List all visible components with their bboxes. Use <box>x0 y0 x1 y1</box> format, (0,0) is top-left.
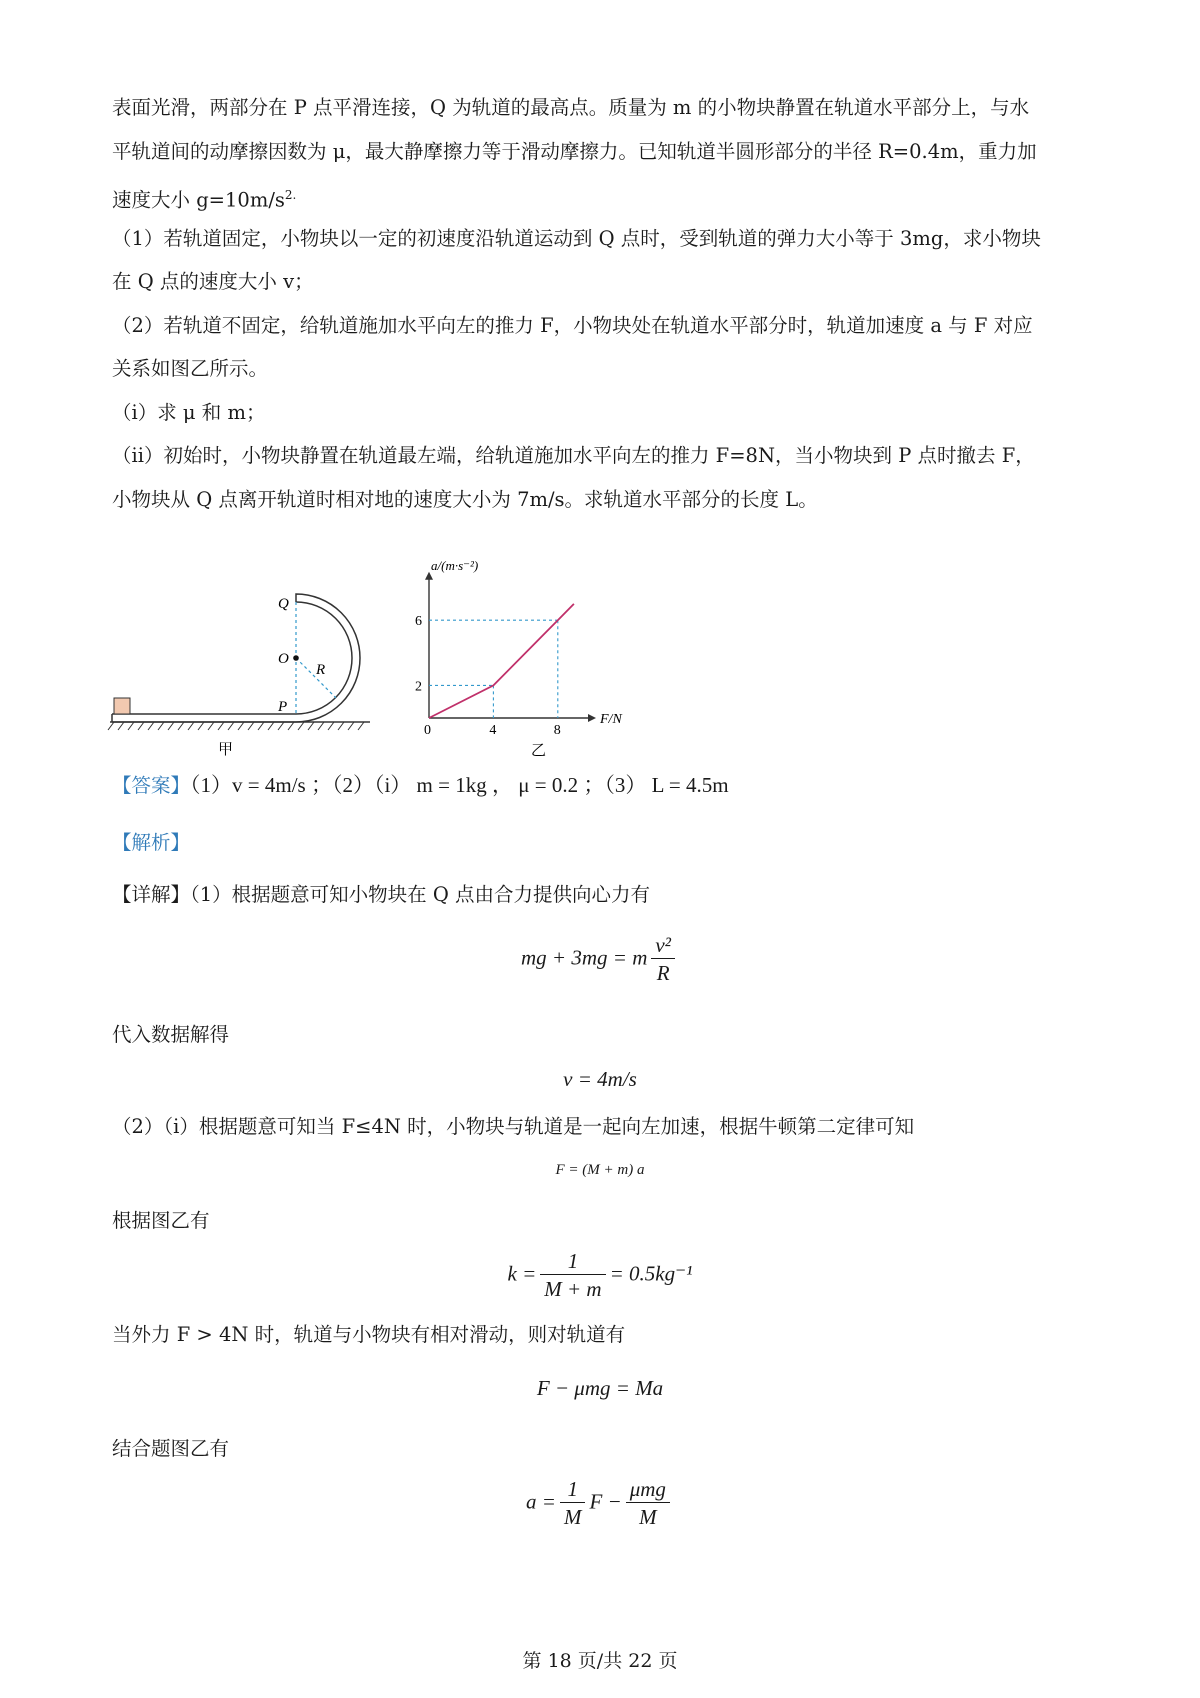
x-tick-label: 8 <box>553 723 561 738</box>
track-diagram <box>100 560 400 760</box>
equation-5: F − μmg = Ma <box>536 1376 664 1400</box>
figure-caption-yi: 乙 <box>531 743 547 759</box>
question-2-ii-line-a: （ii）初始时，小物块静置在轨道最左端，给轨道施加水平向左的推力 F=8N，当小物块到 P 点时撤去 F， <box>112 444 1035 467</box>
x-tick-label: 0 <box>424 723 431 738</box>
y-tick-label: 2 <box>415 679 422 695</box>
x-tick-label: 4 <box>489 723 497 738</box>
analysis-tag: 【解析】 <box>112 831 191 854</box>
equation-3: F = (M + m) a <box>555 1162 645 1178</box>
detail-line-4: 根据图乙有 <box>112 1209 210 1232</box>
question-1-line-a: （1）若轨道固定，小物块以一定的初速度沿轨道运动到 Q 点时，受到轨道的弹力大小等于 3mg，求小物块 <box>112 227 1041 250</box>
a-f-series-line <box>429 604 574 718</box>
label-o: O <box>278 651 289 667</box>
problem-line-2: 平轨道间的动摩擦因数为 μ，最大静摩擦力等于滑动摩擦力。已知轨道半圆形部分的半径 R=0.4m，重力加 <box>112 140 1037 163</box>
center-point <box>293 655 299 661</box>
x-axis-label: F/N <box>600 712 622 727</box>
y-axis-label: a/(m·s⁻²) <box>431 557 479 573</box>
problem-line-1: 表面光滑，两部分在 P 点平滑连接，Q 为轨道的最高点。质量为 m 的小物块静置在轨道水平部分上，与水 <box>112 96 1030 119</box>
label-q: Q <box>278 596 289 612</box>
small-block <box>114 698 130 714</box>
detail-line-6: 结合题图乙有 <box>112 1437 230 1460</box>
equation-1: mg + 3mg = m $\frac{\text{v²}}{R}$ <box>0 932 1200 987</box>
question-2-ii-line-b: 小物块从 Q 点离开轨道时相对地的速度大小为 7m/s。求轨道水平部分的长度 L。 <box>112 488 818 511</box>
detail-line-2: 代入数据解得 <box>112 1023 230 1046</box>
problem-line-3: 速度大小 $g=10m/s^{2.}$ <box>112 188 297 212</box>
question-2-line-a: （2）若轨道不固定，给轨道施加水平向左的推力 F，小物块处在轨道水平部分时，轨道加速度 a 与 F 对应 <box>112 314 1033 337</box>
equation-6: a = $\frac{1}{M}$ F − $\frac{\text{μmg}}{M}$ <box>0 1476 1200 1531</box>
answer-line <box>112 770 729 801</box>
detail-line-3: （2）（i）根据题意可知当 F≤4N 时，小物块与轨道是一起向左加速，根据牛顿第二定律可知 <box>112 1115 915 1138</box>
track-inner-edge <box>112 602 352 714</box>
detail-line-5: 当外力 F > 4N 时，轨道与小物块有相对滑动，则对轨道有 <box>112 1323 626 1346</box>
equation-4: k = $\frac{1}{M + m}$ = 0.5kg⁻¹ <box>507 1249 693 1301</box>
ground-hatch <box>108 722 364 730</box>
question-1-line-b: 在 Q 点的速度大小 v； <box>112 270 314 293</box>
a-f-chart <box>415 557 685 761</box>
label-p: P <box>278 699 288 715</box>
label-r: R <box>316 662 326 678</box>
page-footer: 第 18 页/共 22 页 <box>522 1650 678 1672</box>
x-axis-arrow <box>588 714 596 722</box>
y-axis-arrow <box>425 572 433 580</box>
figure-caption-jia: 甲 <box>218 742 234 758</box>
equation-2: v = 4m/s <box>563 1067 637 1091</box>
track-outer-edge <box>112 594 360 722</box>
y-tick-label: 6 <box>415 614 422 630</box>
answer-tag: 【答案】 <box>112 774 191 797</box>
question-2-line-b: 关系如图乙所示。 <box>112 357 269 380</box>
answer-text: （1）v = 4m/s ；（2）（i） m = 1kg ， μ = 0.2 ；（3） L = 4.5m <box>190 773 729 797</box>
detail-line-1: 【详解】（1）根据题意可知小物块在 Q 点由合力提供向心力有 <box>112 883 651 906</box>
question-2-i: （i）求 μ 和 m； <box>112 401 266 424</box>
